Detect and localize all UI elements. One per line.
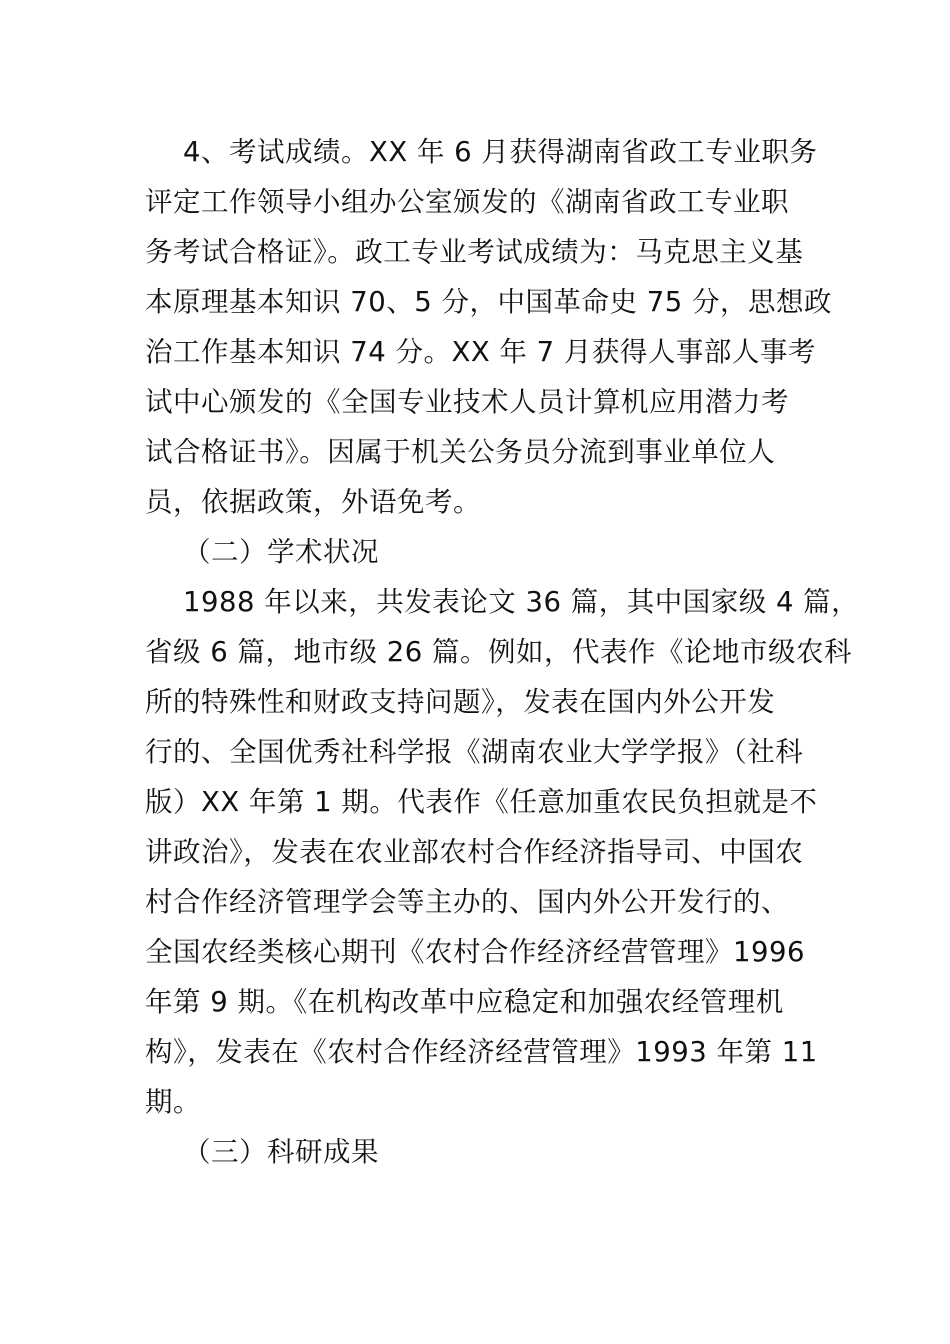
paragraph-line: 版）XX 年第 1 期。代表作《任意加重农民负担就是不 — [145, 786, 818, 818]
paragraph-line: 1988 年以来，共发表论文 36 篇，其中国家级 4 篇， — [183, 586, 860, 618]
paragraph-line: 评定工作领导小组办公室颁发的《湖南省政工专业职 — [145, 186, 789, 218]
paragraph-line: 讲政治》，发表在农业部农村合作经济指导司、中国农 — [145, 836, 804, 868]
section-heading: （三）科研成果 — [183, 1136, 379, 1168]
paragraph-line: 务考试合格证》。政工专业考试成绩为：马克思主义基 — [145, 236, 804, 268]
paragraph-line: 试合格证书》。因属于机关公务员分流到事业单位人 — [145, 436, 776, 468]
paragraph-line: 所的特殊性和财政支持问题》，发表在国内外公开发 — [145, 686, 776, 718]
paragraph-line: 本原理基本知识 70、5 分，中国革命史 75 分，思想政 — [145, 286, 832, 318]
paragraph-line: 全国农经类核心期刊《农村合作经济经营管理》1996 — [145, 936, 805, 968]
paragraph-line: 员，依据政策，外语免考。 — [145, 486, 481, 518]
paragraph-line: 治工作基本知识 74 分。XX 年 7 月获得人事部人事考 — [145, 336, 816, 368]
paragraph-line: 村合作经济管理学会等主办的、国内外公开发行的、 — [145, 886, 789, 918]
paragraph-line: 构》，发表在《农村合作经济经营管理》1993 年第 11 — [145, 1036, 818, 1068]
paragraph-line: 省级 6 篇，地市级 26 篇。例如，代表作《论地市级农科 — [145, 636, 852, 668]
paragraph-line: 试中心颁发的《全国专业技术人员计算机应用潜力考 — [145, 386, 789, 418]
paragraph-line: 行的、全国优秀社科学报《湖南农业大学学报》（社科 — [145, 736, 804, 768]
section-heading: （二）学术状况 — [183, 536, 379, 568]
paragraph-line: 年第 9 期。《在机构改革中应稳定和加强农经管理机 — [145, 986, 784, 1018]
paragraph-line: 4、考试成绩。XX 年 6 月获得湖南省政工专业职务 — [183, 136, 818, 168]
paragraph-line: 期。 — [145, 1086, 201, 1118]
